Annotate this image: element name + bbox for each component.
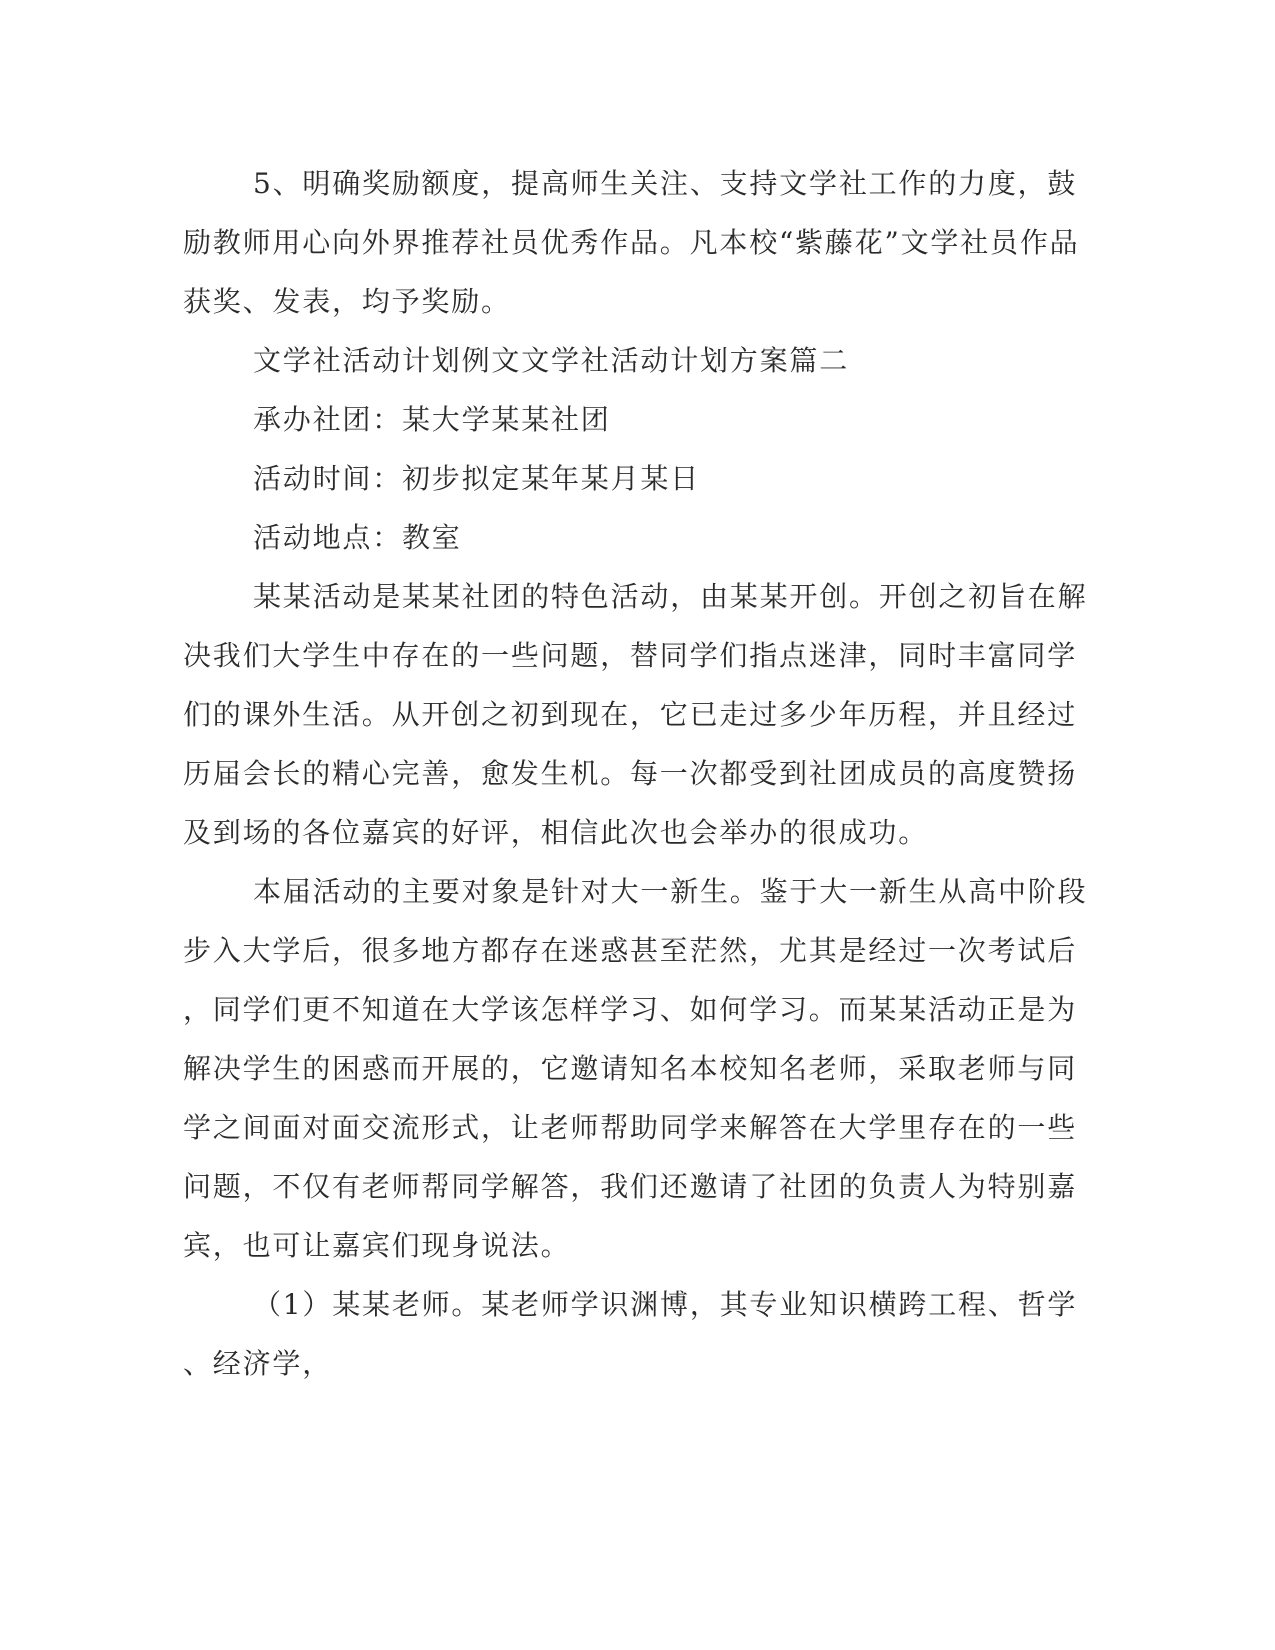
activity-time-line: 活动时间：初步拟定某年某月某日 <box>253 462 701 495</box>
section-heading: 文学社活动计划例文文学社活动计划方案篇二 <box>253 344 850 377</box>
text-line: 、经济学， <box>183 1347 333 1380</box>
text-line: 宾，也可让嘉宾们现身说法。 <box>183 1229 571 1262</box>
text-line: 问题，不仅有老师帮同学解答，我们还邀请了社团的负责人为特别嘉 <box>183 1170 1078 1203</box>
organizer-line: 承办社团：某大学某某社团 <box>253 403 611 436</box>
activity-location-line: 活动地点：教室 <box>253 521 462 554</box>
text-line: ，同学们更不知道在大学该怎样学习、如何学习。而某某活动正是为 <box>183 993 1078 1026</box>
text-line: 本届活动的主要对象是针对大一新生。鉴于大一新生从高中阶段 <box>253 875 1088 908</box>
text-line: 决我们大学生中存在的一些问题，替同学们指点迷津，同时丰富同学 <box>183 639 1078 672</box>
text-line: 获奖、发表，均予奖励。 <box>183 285 511 318</box>
text-line: 解决学生的困惑而开展的，它邀请知名本校知名老师，采取老师与同 <box>183 1052 1078 1085</box>
text-line: 们的课外生活。从开创之初到现在，它已走过多少年历程，并且经过 <box>183 698 1078 731</box>
text-line: 及到场的各位嘉宾的好评，相信此次也会举办的很成功。 <box>183 816 929 849</box>
text-line: 步入大学后，很多地方都存在迷惑甚至茫然，尤其是经过一次考试后 <box>183 934 1078 967</box>
text-line: 5、明确奖励额度，提高师生关注、支持文学社工作的力度，鼓 <box>253 167 1078 200</box>
text-line: 励教师用心向外界推荐社员优秀作品。凡本校“紫藤花”文学社员作品 <box>183 226 1080 259</box>
text-line: 某某活动是某某社团的特色活动，由某某开创。开创之初旨在解 <box>253 580 1088 613</box>
text-line: 学之间面对面交流形式，让老师帮助同学来解答在大学里存在的一些 <box>183 1111 1078 1144</box>
text-line: 历届会长的精心完善，愈发生机。每一次都受到社团成员的高度赞扬 <box>183 757 1078 790</box>
document-body <box>183 154 1088 1393</box>
text-line: （1）某某老师。某老师学识渊博，其专业知识横跨工程、哲学 <box>253 1288 1078 1321</box>
